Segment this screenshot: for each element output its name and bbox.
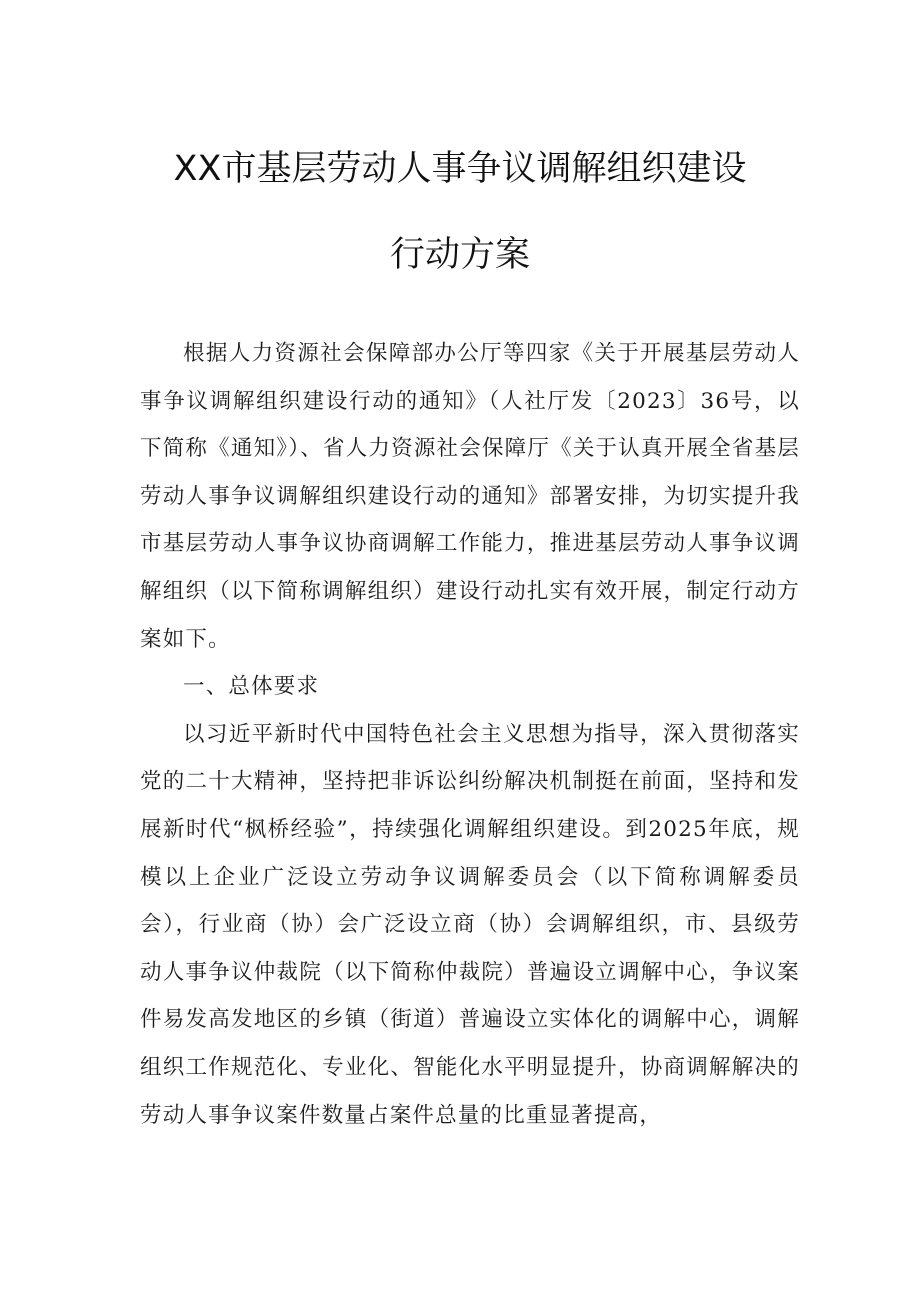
document-title-line-1: XX市基层劳动人事争议调解组织建设 [173, 149, 747, 189]
document-body [140, 330, 800, 1139]
section-heading-general-requirements: 一、总体要求 [183, 674, 320, 700]
paragraph-general-requirements: 以习近平新时代中国特色社会主义思想为指导，深入贯彻落实党的二十大精神，坚持把非诉讼纠纷解决机制挺在前面，坚持和发展新时代“枫桥经验”，持续强化调解组织建设。到2025年底，规模以上企业广泛设立劳动争议调解委员会（以下简称调解委员会），行业商（协）会广泛设立商（协）会调解组织，市、县级劳动人事争议仲裁院（以下简称仲裁院）普遍设立调解中心，争议案件易发高发地区的乡镇（街道）普遍设立实体化的调解中心，调解组织工作规范化、专业化、智能化水平明显提升，协商调解解决的劳动人事争议案件数量占案件总量的比重显著提高， [140, 721, 800, 1128]
paragraph-intro: 根据人力资源社会保障部办公厅等四家《关于开展基层劳动人事争议调解组织建设行动的通知》（人社厅发〔2023〕36号，以下简称《通知》）、省人力资源社会保障厅《关于认真开展全省基层劳动人事争议调解组织建设行动的通知》部署安排，为切实提升我市基层劳动人事争议协商调解工作能力，推进基层劳动人事争议调解组织（以下简称调解组织）建设行动扎实有效开展，制定行动方案如下。 [140, 341, 800, 652]
document-title-line-2: 行动方案 [389, 235, 530, 275]
